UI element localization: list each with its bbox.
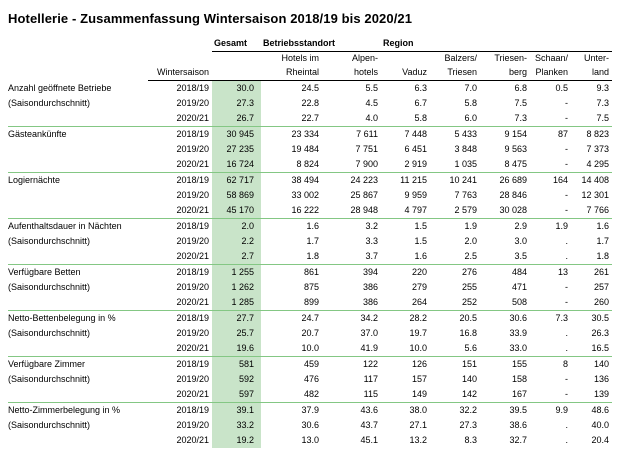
value-cell: 8 823	[586, 129, 610, 139]
value-cell: 3 848	[454, 144, 478, 154]
value-cell: 261	[594, 267, 610, 277]
spacer-cell	[381, 52, 430, 66]
value-cell: 276	[461, 267, 478, 277]
value-cell: -	[530, 203, 571, 219]
value-cell: 41.9	[322, 341, 381, 357]
value-cell: 861	[303, 267, 319, 277]
gesamt-value-cell: 25.7	[212, 326, 261, 341]
value-cell: 30.6	[301, 420, 319, 430]
metric-sublabel: (Saisondurchschnitt)	[8, 374, 91, 384]
value-cell: -	[530, 387, 571, 403]
value-cell: 4 797	[381, 203, 430, 219]
metric-sublabel	[8, 433, 148, 448]
gesamt-value-cell: 19.6	[212, 341, 261, 357]
value-cell: 34.2	[360, 313, 379, 323]
metric-label: Netto-Zimmerbelegung in %	[8, 405, 121, 415]
col-header-unterland-line2: land	[571, 65, 612, 81]
metric-sublabel	[8, 111, 148, 127]
value-cell: 155	[511, 359, 528, 369]
table-row	[8, 142, 612, 157]
value-cell: 32.7	[509, 435, 528, 445]
season-cell: 2018/19	[176, 313, 209, 323]
group-header-betriebsstandort: Betriebsstandort	[261, 35, 381, 52]
col-header-triesenberg-line1: Triesen-	[494, 53, 528, 63]
value-cell: 22.8	[301, 98, 319, 108]
gesamt-value-cell: 2.0	[212, 219, 261, 235]
value-cell: -	[530, 295, 571, 311]
value-cell: 19 484	[291, 144, 319, 154]
season-cell: 2020/21	[148, 203, 212, 219]
value-cell: 7 763	[454, 190, 478, 200]
value-cell: 43.6	[360, 405, 379, 415]
value-cell: 3.3	[365, 236, 379, 246]
value-cell: 386	[322, 295, 381, 311]
season-cell: 2020/21	[148, 157, 212, 173]
col-header-vaduz: Vaduz	[381, 65, 430, 81]
col-header-rheintal-line2: Rheintal	[261, 65, 322, 81]
gesamt-value-cell: 30 945	[212, 127, 261, 143]
value-cell: 8	[563, 359, 569, 369]
gesamt-value-cell: 597	[212, 387, 261, 403]
value-cell: 257	[594, 282, 610, 292]
value-cell: 87	[558, 129, 569, 139]
metric-label: Netto-Bettenbelegung in %	[8, 313, 116, 323]
value-cell: 459	[303, 359, 319, 369]
value-cell: 11 215	[400, 175, 428, 185]
value-cell: 45.1	[360, 435, 379, 445]
table-row	[8, 280, 612, 295]
gesamt-value-cell: 581	[212, 357, 261, 373]
col-header-unterland-line1: Unter-	[584, 53, 610, 63]
value-cell: 255	[461, 282, 478, 292]
value-cell: 10.0	[381, 341, 430, 357]
value-cell: 1.7	[596, 236, 610, 246]
value-cell: -	[565, 282, 569, 292]
value-cell: 28.2	[409, 313, 428, 323]
value-cell: 22.7	[261, 111, 322, 127]
value-cell: 122	[362, 359, 379, 369]
value-cell: 117	[363, 374, 379, 384]
value-cell: 9 959	[404, 190, 428, 200]
metric-sublabel	[8, 387, 148, 403]
value-cell: 8 475	[480, 157, 530, 173]
metric-sublabel	[8, 157, 148, 173]
value-cell: 26 689	[499, 175, 528, 185]
value-cell: -	[530, 157, 571, 173]
value-cell: 30.5	[591, 313, 610, 323]
value-cell: 260	[571, 295, 612, 311]
value-cell: 6.8	[514, 83, 528, 93]
value-cell: 220	[411, 267, 428, 277]
value-cell: 7 751	[355, 144, 379, 154]
value-cell: 252	[430, 295, 480, 311]
value-cell: -	[565, 190, 569, 200]
value-cell: 164	[552, 175, 569, 185]
summary-table	[8, 35, 612, 448]
value-cell: 14 408	[581, 175, 610, 185]
spacer-cell	[8, 65, 148, 81]
value-cell: 149	[381, 387, 430, 403]
gesamt-value-cell: 45 170	[212, 203, 261, 219]
value-cell: 2 919	[381, 157, 430, 173]
value-cell: 151	[461, 359, 478, 369]
season-cell: 2019/20	[176, 420, 209, 430]
value-cell: 140	[594, 359, 610, 369]
gesamt-value-cell: 19.2	[212, 433, 261, 448]
metric-label: Verfügbare Betten	[8, 267, 81, 277]
value-cell: 7.3	[480, 111, 530, 127]
season-cell: 2019/20	[176, 144, 209, 154]
gesamt-value-cell: 592	[212, 372, 261, 387]
page-title: Hotellerie - Zusammenfassung Wintersaison 2018/19 bis 2020/21	[8, 11, 413, 26]
metric-sublabel	[8, 249, 148, 265]
table-row	[8, 357, 612, 373]
value-cell: 394	[362, 267, 379, 277]
table-row	[8, 326, 612, 341]
metric-sublabel: (Saisondurchschnitt)	[8, 420, 91, 430]
value-cell: 5.8	[464, 98, 478, 108]
value-cell: 158	[511, 374, 528, 384]
value-cell: 5.6	[430, 341, 480, 357]
value-cell: 279	[411, 282, 428, 292]
season-cell: 2019/20	[176, 328, 209, 338]
metric-sublabel: (Saisondurchschnitt)	[8, 282, 91, 292]
season-cell: 2018/19	[176, 267, 209, 277]
table-row	[8, 96, 612, 111]
season-cell: 2019/20	[176, 236, 209, 246]
spacer-cell	[8, 35, 148, 52]
season-cell: 2020/21	[176, 435, 209, 445]
value-cell: 28 948	[322, 203, 381, 219]
table-row	[8, 372, 612, 387]
value-cell: 140	[461, 374, 478, 384]
value-cell: 476	[303, 374, 319, 384]
value-cell: .	[530, 249, 571, 265]
value-cell: 7 766	[571, 203, 612, 219]
season-cell: 2020/21	[148, 111, 212, 127]
gesamt-value-cell: 39.1	[212, 403, 261, 419]
value-cell: 3.7	[322, 249, 381, 265]
metric-sublabel	[8, 188, 148, 203]
value-cell: 7 448	[404, 129, 428, 139]
col-header-alpenhotels-line1: Alpen-	[352, 53, 379, 63]
value-cell: 5.8	[381, 111, 430, 127]
gesamt-value-cell: 58 869	[212, 188, 261, 203]
table-row	[8, 219, 612, 235]
value-cell: 139	[571, 387, 612, 403]
value-cell: 142	[430, 387, 480, 403]
value-cell: 48.6	[591, 405, 610, 415]
value-cell: 39.5	[509, 405, 528, 415]
col-header-schaan-line2: Planken	[530, 65, 571, 81]
value-cell: 7 900	[322, 157, 381, 173]
table-row	[8, 433, 612, 448]
value-cell: 136	[594, 374, 610, 384]
spacer-cell	[212, 52, 261, 66]
value-cell: 38.6	[509, 420, 528, 430]
value-cell: 10.0	[261, 341, 322, 357]
value-cell: 12 301	[581, 190, 610, 200]
metric-sublabel	[8, 341, 148, 357]
value-cell: 27.1	[409, 420, 428, 430]
value-cell: 1.6	[306, 221, 319, 231]
gesamt-value-cell: 2.2	[212, 234, 261, 249]
value-cell: 9 154	[504, 129, 528, 139]
value-cell: 1.7	[306, 236, 319, 246]
value-cell: 33 002	[291, 190, 319, 200]
spacer-cell	[148, 52, 212, 66]
table-row	[8, 265, 612, 281]
table-row	[8, 127, 612, 143]
gesamt-value-cell: 1 285	[212, 295, 261, 311]
value-cell: 24 223	[350, 175, 379, 185]
column-header-row-2	[8, 65, 612, 81]
value-cell: 1.8	[571, 249, 612, 265]
table-row	[8, 157, 612, 173]
value-cell: 4 295	[571, 157, 612, 173]
value-cell: -	[565, 144, 569, 154]
value-cell: 24.5	[301, 83, 319, 93]
value-cell: 5.5	[365, 83, 379, 93]
season-cell: 2018/19	[176, 405, 209, 415]
col-header-triesenberg-line2: berg	[480, 65, 530, 81]
col-header-balzers-line2: Triesen	[430, 65, 480, 81]
group-header-region: Region	[381, 35, 612, 52]
value-cell: 20.4	[591, 435, 610, 445]
value-cell: 2.0	[464, 236, 478, 246]
value-cell: 1.9	[464, 221, 478, 231]
value-cell: 1.6	[596, 221, 610, 231]
value-cell: 4.0	[322, 111, 381, 127]
value-cell: 3.2	[365, 221, 379, 231]
gesamt-value-cell: 27 235	[212, 142, 261, 157]
value-cell: 9 563	[504, 144, 528, 154]
value-cell: 16.5	[571, 341, 612, 357]
value-cell: 38.0	[409, 405, 428, 415]
value-cell: 3.5	[480, 249, 530, 265]
season-cell: 2019/20	[176, 98, 209, 108]
gesamt-value-cell: 1 255	[212, 265, 261, 281]
table-row	[8, 173, 612, 189]
season-cell: 2018/19	[176, 129, 209, 139]
season-cell: 2019/20	[176, 190, 209, 200]
value-cell: -	[530, 111, 571, 127]
table-body	[8, 81, 612, 449]
value-cell: 157	[411, 374, 428, 384]
gesamt-value-cell: 33.2	[212, 418, 261, 433]
table-row	[8, 111, 612, 127]
value-cell: .	[530, 341, 571, 357]
season-cell: 2018/19	[176, 175, 209, 185]
value-cell: 1.5	[414, 221, 428, 231]
gesamt-value-cell: 16 724	[212, 157, 261, 173]
value-cell: 7 611	[356, 129, 379, 139]
value-cell: 5 433	[454, 129, 478, 139]
value-cell: 126	[411, 359, 428, 369]
value-cell: 1.9	[555, 221, 569, 231]
metric-label: Gästeankünfte	[8, 129, 67, 139]
metric-label: Logiernächte	[8, 175, 61, 185]
value-cell: 9.3	[596, 83, 610, 93]
value-cell: 2 579	[430, 203, 480, 219]
value-cell: 23 334	[291, 129, 319, 139]
table-header	[8, 35, 612, 81]
value-cell: 4.5	[365, 98, 379, 108]
value-cell: 33.0	[480, 341, 530, 357]
value-cell: 8 824	[261, 157, 322, 173]
table-row	[8, 311, 612, 327]
value-cell: 33.9	[509, 328, 528, 338]
value-cell: 3.0	[514, 236, 528, 246]
value-cell: .	[565, 435, 569, 445]
value-cell: .	[565, 420, 569, 430]
table-row	[8, 418, 612, 433]
value-cell: 482	[261, 387, 322, 403]
gesamt-value-cell: 2.7	[212, 249, 261, 265]
col-header-wintersaison: Wintersaison	[148, 65, 212, 81]
gesamt-value-cell: 62 717	[212, 173, 261, 189]
group-header-gesamt: Gesamt	[212, 35, 261, 52]
value-cell: 115	[322, 387, 381, 403]
col-header-alpenhotels-line2: hotels	[322, 65, 381, 81]
value-cell: 7.5	[514, 98, 528, 108]
value-cell: 13.0	[301, 435, 319, 445]
season-cell: 2020/21	[148, 295, 212, 311]
value-cell: 9.9	[555, 405, 569, 415]
table-row	[8, 203, 612, 219]
gesamt-value-cell: 27.7	[212, 311, 261, 327]
value-cell: 30 028	[480, 203, 530, 219]
value-cell: 2.5	[430, 249, 480, 265]
value-cell: 167	[480, 387, 530, 403]
value-cell: 0.5	[555, 83, 569, 93]
value-cell: .	[565, 236, 569, 246]
value-cell: 10 241	[449, 175, 478, 185]
gesamt-value-cell: 26.7	[212, 111, 261, 127]
value-cell: 6 451	[404, 144, 428, 154]
value-cell: 32.2	[459, 405, 478, 415]
season-cell: 2020/21	[148, 387, 212, 403]
metric-sublabel	[8, 142, 148, 157]
season-cell: 2018/19	[176, 221, 209, 231]
metric-sublabel: (Saisondurchschnitt)	[8, 328, 91, 338]
table-row	[8, 387, 612, 403]
value-cell: 899	[261, 295, 322, 311]
table-row	[8, 249, 612, 265]
season-cell: 2019/20	[176, 282, 209, 292]
metric-sublabel	[8, 203, 148, 219]
col-header-schaan-line1: Schaan/	[534, 53, 569, 63]
value-cell: 19.7	[409, 328, 428, 338]
value-cell: 875	[303, 282, 319, 292]
value-cell: 1.5	[414, 236, 428, 246]
value-cell: 43.7	[360, 420, 379, 430]
table-row	[8, 188, 612, 203]
value-cell: 1.8	[261, 249, 322, 265]
value-cell: 7.3	[596, 98, 610, 108]
gesamt-value-cell: 30.0	[212, 81, 261, 97]
metric-label: Anzahl geöffnete Betriebe	[8, 83, 112, 93]
season-cell: 2020/21	[148, 249, 212, 265]
value-cell: 16 222	[261, 203, 322, 219]
value-cell: 6.0	[430, 111, 480, 127]
value-cell: 27.3	[459, 420, 478, 430]
season-cell: 2020/21	[148, 341, 212, 357]
metric-sublabel: (Saisondurchschnitt)	[8, 98, 91, 108]
value-cell: 16.8	[459, 328, 478, 338]
spacer-cell	[148, 35, 212, 52]
value-cell: 28 846	[499, 190, 528, 200]
value-cell: 264	[381, 295, 430, 311]
table-row	[8, 81, 612, 97]
season-cell: 2019/20	[176, 374, 209, 384]
value-cell: 8.3	[464, 435, 478, 445]
table-row	[8, 295, 612, 311]
value-cell: 40.0	[591, 420, 610, 430]
value-cell: 37.0	[360, 328, 379, 338]
metric-label: Verfügbare Zimmer	[8, 359, 86, 369]
value-cell: 7.0	[464, 83, 478, 93]
gesamt-value-cell: 1 262	[212, 280, 261, 295]
value-cell: -	[565, 98, 569, 108]
value-cell: 471	[511, 282, 528, 292]
value-cell: 7 373	[586, 144, 610, 154]
spacer-cell	[8, 52, 148, 66]
metric-label: Aufenthaltsdauer in Nächten	[8, 221, 122, 231]
value-cell: 7.5	[571, 111, 612, 127]
spacer-cell	[212, 65, 261, 81]
gesamt-value-cell: 27.3	[212, 96, 261, 111]
metric-sublabel: (Saisondurchschnitt)	[8, 236, 91, 246]
column-header-row-1	[8, 52, 612, 66]
value-cell: 386	[362, 282, 379, 292]
value-cell: 6.7	[414, 98, 428, 108]
value-cell: 38 494	[291, 175, 319, 185]
value-cell: 484	[511, 267, 528, 277]
table-row	[8, 341, 612, 357]
value-cell: 1 035	[430, 157, 480, 173]
table-row	[8, 234, 612, 249]
value-cell: 20.5	[459, 313, 478, 323]
metric-sublabel	[8, 295, 148, 311]
value-cell: .	[565, 328, 569, 338]
value-cell: 26.3	[591, 328, 610, 338]
value-cell: 20.7	[301, 328, 319, 338]
value-cell: 1.6	[381, 249, 430, 265]
table-row	[8, 403, 612, 419]
value-cell: 13.2	[409, 435, 428, 445]
season-cell: 2018/19	[176, 359, 209, 369]
value-cell: 37.9	[301, 405, 319, 415]
value-cell: 25 867	[350, 190, 379, 200]
value-cell: 24.7	[301, 313, 319, 323]
season-cell: 2018/19	[176, 83, 209, 93]
value-cell: 13	[558, 267, 569, 277]
col-header-rheintal-line1: Hotels im	[281, 53, 319, 63]
value-cell: 2.9	[514, 221, 528, 231]
group-header-row	[8, 35, 612, 52]
value-cell: 6.3	[414, 83, 428, 93]
col-header-balzers-line1: Balzers/	[444, 53, 478, 63]
value-cell: -	[565, 374, 569, 384]
value-cell: 7.3	[555, 313, 569, 323]
value-cell: 30.6	[509, 313, 528, 323]
value-cell: 508	[480, 295, 530, 311]
